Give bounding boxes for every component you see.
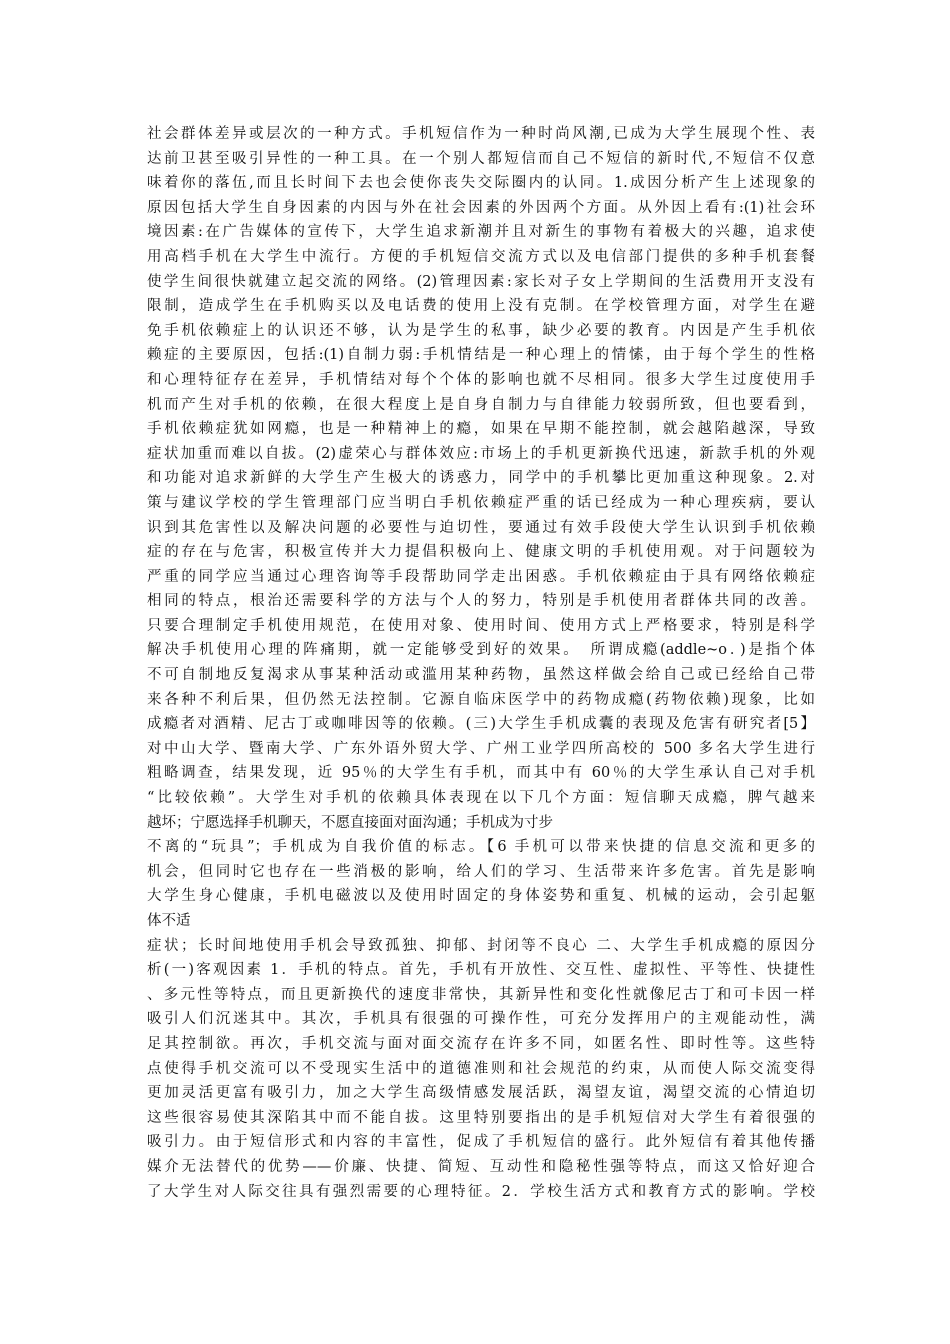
document-page [147, 122, 815, 1229]
text-line: 使学生间很快就建立起交流的网络。(2)管理因素:家长对子女上学期间的生活费用开支没有 [147, 273, 815, 290]
text-line: 点使得手机交流可以不受现实生活中的道德准则和社会规范的约束，从而使人际交流变得 [147, 1060, 815, 1077]
text-line: 识到其危害性以及解决问题的必要性与迫切性，要通过有效手段使大学生认识到手机依赖 [147, 519, 815, 536]
text-line: 相同的特点，根治还需要科学的方法与个人的努力，特别是手机使用者群体共同的改善。 [147, 593, 815, 610]
text-line: 来各种不利后果，但仍然无法控制。它源自临床医学中的药物成瘾(药物依赖)现象，比如 [147, 691, 815, 708]
text-line: 社会群体差异或层次的一种方式。手机短信作为一种时尚风潮,已成为大学生展现个性、表 [147, 126, 815, 142]
text-line: 粗略调查，结果发现，近 95％的大学生有手机，而其中有 60％的大学生承认自己对手机 [147, 765, 815, 782]
text-line: 赖症的主要原因，包括:(1)自制力弱:手机情结是一种心理上的情愫，由于每个学生的性格 [147, 347, 815, 364]
text-line: 机而产生对手机的依赖，在很大程度上是自身自制力与自律能力较弱所致，但也要看到， [147, 396, 815, 413]
text-line: 策与建议学校的学生管理部门应当明白手机依赖症严重的话已经成为一种心理疾病，要认 [147, 494, 815, 511]
text-line: 吸引人们沉迷其中。其次，手机具有很强的可操作性，可充分发挥用户的主观能动性，满 [147, 1011, 815, 1028]
text-line: 大学生身心健康，手机电磁波以及使用时固定的身体姿势和重复、机械的运动，会引起躯 [147, 888, 815, 905]
text-line: 越坏；宁愿选择手机聊天，不愿直接面对面沟通；手机成为寸步 [147, 814, 553, 831]
text-line: 对中山大学、暨南大学、广东外语外贸大学、广州工业学四所高校的 500 多名大学生进行 [147, 740, 815, 757]
text-line: 、多元性等特点，而且更新换代的速度非常快，其新异性和变化性就像尼古丁和可卡因一样 [147, 986, 815, 1003]
text-line: 只要合理制定手机使用规范，在使用对象、使用时间、使用方式上严格要求，特别是科学 [147, 617, 815, 634]
text-line: 手机依赖症犹如网瘾，也是一种精神上的瘾，如果在早期不能控制，就会越陷越深，导致 [147, 421, 815, 438]
text-line: 症的存在与危害，积极宣传并大力提倡积极向上、健康文明的手机使用观。对于问题较为 [147, 544, 815, 561]
text-line: 足其控制欲。再次，手机交流与面对面交流存在许多不同，如匿名性、即时性等。这些特 [147, 1035, 815, 1052]
text-line: 解决手机使用心理的阵痛期，就一定能够受到好的效果。 所谓成瘾(addle~o．)是指个体 [147, 642, 815, 659]
text-line: 媒介无法替代的优势——价廉、快捷、简短、互动性和隐秘性强等特点，而这又恰好迎合 [147, 1158, 815, 1175]
text-line: 严重的同学应当通过心理咨询等手段帮助同学走出困惑。手机依赖症由于具有网络依赖症 [147, 568, 815, 585]
text-line: 成瘾者对酒精、尼古丁或咖啡因等的依赖。(三)大学生手机成囊的表现及危害有研究者[5】 [147, 716, 815, 733]
text-line: 症状加重而难以自拔。(2)虚荣心与群体效应:市场上的手机更新换代迅速，新款手机的外观 [147, 445, 815, 462]
text-line: 析(一)客观因素 1．手机的特点。首先，手机有开放性、交互性、虚拟性、平等性、快捷性 [147, 962, 815, 979]
text-line: 吸引力。由于短信形式和内容的丰富性，促成了手机短信的盛行。此外短信有着其他传播 [147, 1134, 815, 1151]
text-line: 了大学生对人际交往具有强烈需要的心理特征。2．学校生活方式和教育方式的影响。学校 [147, 1183, 815, 1200]
text-line: 和功能对追求新鲜的大学生产生极大的诱惑力，同学中的手机攀比更加重这种现象。2.对 [147, 470, 815, 487]
text-line [147, 1204, 815, 1229]
text-line: 味着你的落伍,而且长时间下去也会使你丧失交际圈内的认同。1.成因分析产生上述现象的 [147, 175, 815, 192]
text-line: 境因素:在广告媒体的宣传下，大学生追求新潮并且对新生的事物有着极大的兴趣，追求使 [147, 224, 815, 241]
text-line: 和心理特征存在差异，手机情结对每个个体的影响也就不尽相同。很多大学生过度使用手 [147, 371, 815, 388]
text-line: 原因包括大学生自身因素的内因与外在社会因素的外因两个方面。从外因上看有:(1)社会环 [147, 199, 815, 216]
text-line: 这些很容易使其深陷其中而不能自拔。这里特别要指出的是手机短信对大学生有着很强的 [147, 1109, 815, 1126]
text-line: 不离的“玩具”；手机成为自我价值的标志。【6 手机可以带来快捷的信息交流和更多的 [147, 839, 815, 856]
text-line: 免手机依赖症上的认识还不够，认为是学生的私事，缺少必要的教育。内因是产生手机依 [147, 322, 815, 339]
text-line: 更加灵活更富有吸引力，加之大学生高级情感发展活跃，渴望友谊，渴望交流的心情迫切 [147, 1085, 815, 1102]
text-line: 达前卫甚至吸引异性的一种工具。在一个别人都短信而自己不短信的新时代,不短信不仅意 [147, 150, 815, 167]
text-line: “比较依赖”。大学生对手机的依赖具体表现在以下几个方面：短信聊天成瘾，脾气越来 [147, 790, 815, 807]
text-line: 不可自制地反复渴求从事某种活动或滥用某种药物，虽然这样做会给自己或已经给自己带 [147, 667, 815, 684]
text-line: 限制，造成学生在手机购买以及电话费的使用上没有克制。在学校管理方面，对学生在避 [147, 298, 815, 315]
text-line: 症状；长时间地使用手机会导致孤独、抑郁、封闭等不良心 二、大学生手机成瘾的原因分 [147, 937, 815, 954]
text-line: 机会，但同时它也存在一些消极的影响，给人们的学习、生活带来许多危害。首先是影响 [147, 863, 815, 880]
text-line: 体不适 [147, 913, 191, 929]
text-line: 用高档手机在大学生中流行。方便的手机短信交流方式以及电信部门提供的多种手机套餐 [147, 248, 815, 265]
